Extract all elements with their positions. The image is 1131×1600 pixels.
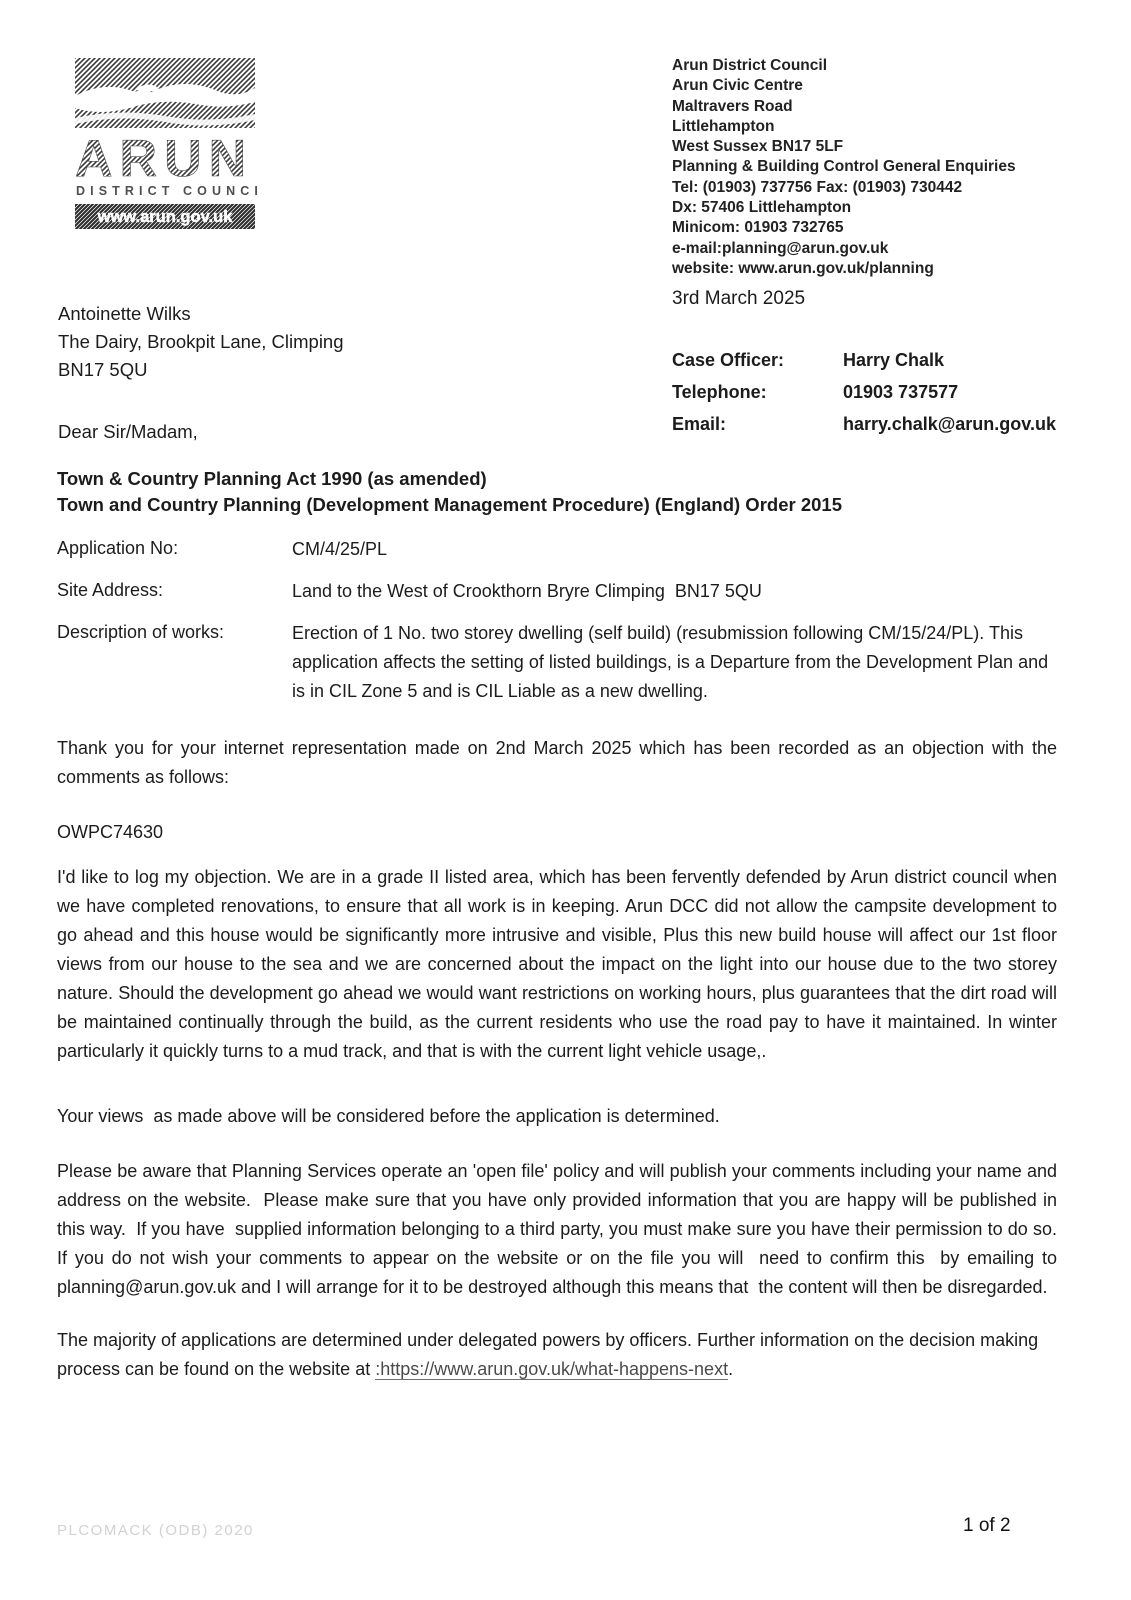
sender-line: e-mail:planning@arun.gov.uk [672,239,889,257]
application-no-label: Application No: [57,538,179,558]
case-officer-label: Case Officer: [672,350,785,370]
application-no-row [57,535,1057,564]
sender-address-block [672,56,1016,279]
email-row [672,414,1056,435]
description-value: Erection of 1 No. two storey dwelling (self build) (resubmission following CM/15/24/PL). This application affects the setting of listed buildings, is a Departure from the Development Plan and is in CIL Zone 5 and is CIL Liable as a new dwelling. [292,623,1054,701]
telephone-label: Telephone: [672,382,767,402]
paragraph-your-views: Your views as made above will be considered before the application is determined. [57,1106,720,1126]
sender-line: Arun Civic Centre [672,77,803,95]
paragraph-delegated-powers [57,1326,1057,1384]
legal-heading-2: Town and Country Planning (Development Management Procedure) (England) Order 2015 [57,494,842,515]
recipient-line: BN17 5QU [58,359,148,380]
recipient-line: The Dairy, Brookpit Lane, Climping [58,331,344,352]
what-happens-next-link[interactable]: :https://www.arun.gov.uk/what-happens-next [375,1359,729,1379]
description-label: Description of works: [57,622,225,642]
sender-line: Minicom: 01903 732765 [672,219,844,237]
delegated-text: The majority of applications are determined under delegated powers by officers. Further information on the decision making process can be found on the website at [57,1330,1044,1379]
representation-reference: OWPC74630 [57,822,164,842]
sender-line: Dx: 57406 Littlehampton [672,199,852,217]
letter-date: 3rd March 2025 [672,288,806,309]
sender-line: Tel: (01903) 737756 Fax: (01903) 730442 [672,178,963,196]
email-value: harry.chalk@arun.gov.uk [843,414,1056,434]
description-row [57,619,1057,706]
sender-line: West Sussex BN17 5LF [672,138,844,156]
paragraph-open-file-policy: Please be aware that Planning Services operate an 'open file' policy and will publish your comments including your name and address on the website. Please make sure that you have only provided information that you are happy will be published in this way. If you have supplied information belonging to a third party, you must make sure you have their permission to do so. If you do not wish your comments to appear on the website or on the file you will need to confirm this by emailing to planning@arun.gov.uk and I will arrange for it to be destroyed although this means that the content will then be disregarded. [57,1161,1068,1297]
arun-subtitle: DISTRICT COUNCIL [76,184,261,198]
application-details [57,535,1057,706]
page-number: 1 of 2 [963,1515,1011,1536]
website-banner-text: www.arun.gov.uk [97,208,233,226]
case-officer-row [672,350,1056,371]
sender-line: Littlehampton [672,117,775,135]
legal-heading-1: Town & Country Planning Act 1990 (as amended) [57,468,487,489]
email-label: Email: [672,414,727,434]
recipient-address-block [58,300,344,384]
site-address-label: Site Address: [57,580,164,600]
paragraph-objection-comments: I'd like to log my objection. We are in a grade II listed area, which has been fervently defended by Arun district council when we have completed renovations, to ensure that all work is in keeping. Arun DCC did not allow the campsite development to go ahead and this house would be significantly more intrusive and visible, Plus this new build house will affect our 1st floor views from our house to the sea and we are concerned about the impact on the light into our house due to the two storey nature. Should the development go ahead we would want restrictions on working hours, plus guarantees that the dirt road will be maintained continually through the build, as the current residents who use the road pay to have it maintained. In winter particularly it quickly turns to a mud track, and that is with the current light vehicle usage,. [57,867,1063,1061]
seagull-wave-image [75,58,255,128]
sender-line: Arun District Council [672,57,828,74]
paragraph-thanks: Thank you for your internet representation made on 2nd March 2025 which has been recorded as an objection with the comments as follows: [57,738,1063,787]
letter-body [57,466,1068,1384]
case-officer-value: Harry Chalk [843,350,945,370]
website-banner [75,204,255,229]
delegated-text-suffix: . [728,1359,734,1379]
sender-line: Maltravers Road [672,97,793,115]
recipient-line: Antoinette Wilks [58,303,191,324]
telephone-row [672,382,1056,403]
arun-wordmark: ARUN [75,130,254,188]
document-code: PLCOMACK (ODB) 2020 [57,1522,254,1539]
sender-line: Planning & Building Control General Enquiries [672,158,1016,176]
arun-logo [75,58,261,235]
application-no-value: CM/4/25/PL [292,539,388,559]
arun-logo-graphic [75,58,261,230]
site-address-value: Land to the West of Crookthorn Bryre Climping BN17 5QU [292,581,762,601]
case-officer-table [672,350,1056,446]
salutation: Dear Sir/Madam, [58,421,198,442]
sender-line: website: www.arun.gov.uk/planning [672,259,934,277]
site-address-row [57,577,1057,606]
telephone-value: 01903 737577 [843,382,959,402]
